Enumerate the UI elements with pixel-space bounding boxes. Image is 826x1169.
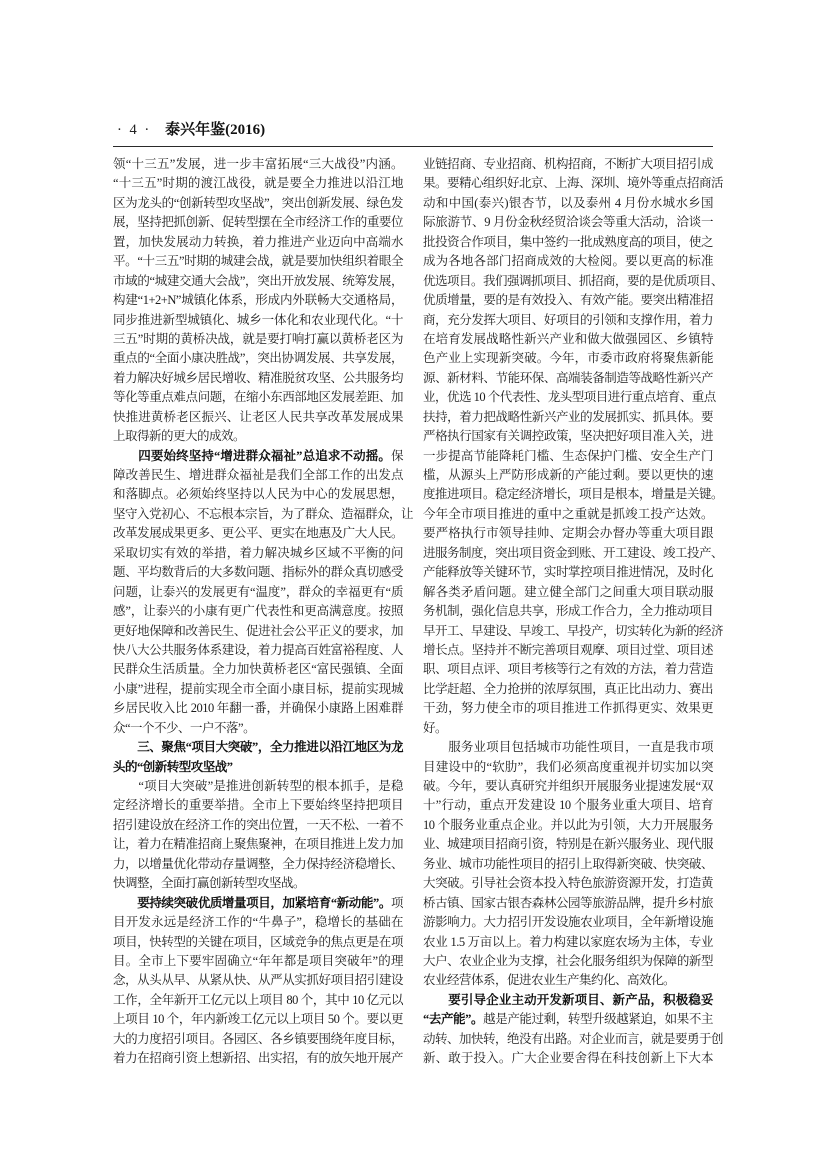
text-line: 务机制，强化信息共享，形成工作合力，全力推动项目 bbox=[423, 604, 713, 619]
text-line: 破。今年，要认真研究并组织开展服务业提速发展“双 bbox=[423, 779, 713, 793]
text-line: 大的力度招引项目。各园区、各乡镇要围绕年度目标， bbox=[113, 1031, 403, 1046]
text-line: 源、新材料、节能环保、高端装备制造等战略性新兴产 bbox=[423, 370, 713, 385]
text-line: 和落脚点。必须始终坚持以人民为中心的发展思想， bbox=[113, 487, 403, 502]
header-rule bbox=[113, 146, 713, 147]
text-column-right bbox=[423, 155, 724, 1069]
text-line: 动和中国(泰兴)银杏节，以及泰州 4 月份水城水乡国 bbox=[423, 195, 713, 210]
text-line: 农业 1.5 万亩以上。着力构建以家庭农场为主体，专业 bbox=[423, 934, 713, 949]
text-line: 要持续突破优质增量项目，加紧培育“新动能”。项 bbox=[113, 895, 403, 910]
text-line: 让，着力在精准招商上聚焦聚神，在项目推进上发力加 bbox=[113, 837, 403, 852]
text-line: 项目，快转型的关键在项目，区域竞争的焦点更是在项 bbox=[113, 934, 403, 949]
text-line: 障改善民生、增进群众福祉是我们全部工作的出发点 bbox=[113, 468, 403, 482]
text-column-left bbox=[113, 155, 414, 1069]
text-line: 区为龙头的“创新转型攻坚战”，突出创新发展、绿色发 bbox=[113, 195, 403, 210]
text-line: 民群众生活质量。全力加快黄桥老区“富民强镇、全面 bbox=[113, 662, 403, 677]
text-line: 定经济增长的重要举措。全市上下要始终坚持把项目 bbox=[113, 798, 403, 813]
text-line: 工作，全年新开工亿元以上项目 80 个，其中 10 亿元以 bbox=[113, 992, 403, 1007]
text-line: 进服务制度，突出项目资金到账、开工建设、竣工投产、 bbox=[423, 545, 724, 560]
text-line: 业、城建项目招商引资，特别是在新兴服务业、现代服 bbox=[423, 837, 713, 852]
text-columns bbox=[113, 155, 724, 1069]
text-line: 大户、农业企业为支撑，社会化服务组织为保障的新型 bbox=[423, 953, 713, 968]
text-line: 游影响力。大力招引开发设施农业项目，全年新增设施 bbox=[423, 915, 713, 930]
text-line: 同步推进新型城镇化、城乡一体化和农业现代化。“十 bbox=[113, 312, 403, 327]
text-line: 小康”进程，提前实现全市全面小康目标，提前实现城 bbox=[113, 681, 403, 696]
text-line: 力，以增量优化带动存量调整，全力保持经济稳增长、 bbox=[113, 856, 403, 871]
text-line: “十三五”时期的渡江战役，就是要全力推进以沿江地 bbox=[113, 176, 403, 191]
text-line: 感”，让泰兴的小康有更广代表性和更高满意度。按照 bbox=[113, 604, 403, 619]
page-header bbox=[113, 118, 713, 139]
text-line: 置，加快发展动力转换，着力推进产业迈向中高端水 bbox=[113, 234, 403, 249]
text-line: 际旅游节、9 月份金秋经贸洽谈会等重大活动，洽谈一 bbox=[423, 215, 713, 230]
text-line: 更好地保障和改善民生、促进社会公平正义的要求，加 bbox=[113, 623, 403, 638]
text-line: “去产能”。越是产能过剩，转型升级越紧迫，如果不主 bbox=[423, 1012, 713, 1027]
text-line: 坚守入党初心、不忘根本宗旨，为了群众、造福群众，让 bbox=[113, 506, 414, 521]
text-line: 平。“十三五”时期的城建会战，就是要加快组织着眼全 bbox=[113, 254, 403, 269]
text-line: 目建设中的“软肋”，我们必须高度重视并切实加以突 bbox=[423, 759, 713, 774]
text-line: 批投资合作项目，集中签约一批成熟度高的项目，使之 bbox=[423, 234, 713, 249]
text-line: 三、聚焦“项目大突破”，全力推进以沿江地区为龙 bbox=[113, 740, 403, 755]
text-line: 重点的“全面小康决胜战”，突出协调发展、共享发展， bbox=[113, 351, 403, 366]
text-line: 严格执行国家有关调控政策，坚决把好项目准入关，进 bbox=[423, 429, 713, 444]
text-line: 要严格执行市领导挂帅、定期会办督办等重大项目跟 bbox=[423, 526, 713, 541]
text-line: 扶持，着力把战略性新兴产业的发展抓实、抓具体。要 bbox=[423, 409, 713, 424]
text-line: 干劲，努力使全市的项目推进工作抓得更实、效果更 bbox=[423, 701, 713, 716]
text-line: 度推进项目。稳定经济增长，项目是根本，增量是关键。 bbox=[423, 487, 724, 502]
text-line: 上项目 10 个，年内新竣工亿元以上项目 50 个。要以更 bbox=[113, 1012, 403, 1027]
text-line: 改革发展成果更多、更公平、更实在地惠及广大人民。 bbox=[113, 526, 403, 541]
text-line: 大突破。引导社会资本投入特色旅游资源开发，打造黄 bbox=[423, 876, 713, 891]
text-line: 目。全市上下要牢固确立“年年都是项目突破年”的理 bbox=[113, 953, 403, 968]
text-line: 头的“创新转型攻坚战” bbox=[113, 759, 233, 774]
book-title: 泰兴年鉴(2016) bbox=[165, 122, 266, 138]
text-line: 问题，让泰兴的发展更有“温度”，群众的幸福更有“质 bbox=[113, 584, 403, 599]
text-line: 等化等重点难点问题，在缩小东西部地区发展差距、加 bbox=[113, 390, 403, 405]
text-line: 着力在招商引资上想新招、出实招，有的放矢地开展产 bbox=[113, 1051, 403, 1066]
text-line: 产能释放等关键环节，实时掌控项目推进情况，及时化 bbox=[423, 565, 713, 580]
text-line: 果。要精心组织好北京、上海、深圳、境外等重点招商活 bbox=[423, 176, 724, 191]
text-line: 成为各地各部门招商成效的大检阅。要以更高的标准 bbox=[423, 254, 713, 269]
text-line: 增长点。坚持并不断完善项目观摩、项目过堂、项目述 bbox=[423, 642, 713, 657]
text-line: 优选项目。我们强调抓项目、抓招商，要的是优质项目、 bbox=[423, 273, 724, 288]
text-line: 今年全市项目推进的重中之重就是抓竣工投产达效。 bbox=[423, 506, 713, 521]
text-line: 业链招商、专业招商、机构招商，不断扩大项目招引成 bbox=[423, 157, 713, 171]
text-line: 业，优选 10 个代表性、龙头型项目进行重点培育、重点 bbox=[423, 390, 716, 405]
text-line: 着力解决好城乡居民增收、精准脱贫攻坚、公共服务均 bbox=[113, 370, 403, 385]
text-line: 念，从头从早、从紧从快、从严从实抓好项目招引建设 bbox=[113, 973, 403, 988]
text-line: 快推进黄桥老区振兴、让老区人民共享改革发展成果 bbox=[113, 409, 403, 424]
text-line: 10 个服务业重点企业。并以此为引领，大力开展服务 bbox=[423, 817, 713, 832]
text-line: 在培育发展战略性新兴产业和做大做强园区、乡镇特 bbox=[423, 331, 713, 346]
text-line: 十”行动，重点开发建设 10 个服务业重大项目、培育 bbox=[423, 798, 713, 813]
text-line: 招引建设放在经济工作的突出位置，一天不松、一着不 bbox=[113, 817, 403, 832]
text-line: 色产业上实现新突破。今年，市委市政府将聚焦新能 bbox=[423, 351, 713, 366]
text-line: 农业经营体系，促进农业生产集约化、高效化。 bbox=[423, 973, 676, 988]
text-line: 快调整，全面打赢创新转型攻坚战。 bbox=[113, 876, 306, 891]
text-line: 题、平均数背后的大多数问题、指标外的群众真切感受 bbox=[113, 565, 403, 580]
text-line: 众“一个不少、一户不落”。 bbox=[113, 720, 256, 735]
text-line: 槛，从源头上严防形成新的产能过剩。要以更快的速 bbox=[423, 468, 713, 482]
page-content bbox=[113, 118, 724, 1069]
text-line: 乡居民收入比 2010 年翻一番，并确保小康路上困难群 bbox=[113, 701, 403, 716]
text-line: 三五”时期的黄桥决战，就是要打响打赢以黄桥老区为 bbox=[113, 331, 403, 346]
text-line: 构建“1+2+N”城镇化体系，形成内外联畅大交通格局， bbox=[113, 293, 403, 308]
text-line: 展，坚持把抓创新、促转型摆在全市经济工作的重要位 bbox=[113, 215, 403, 230]
text-line: 务业、城市功能性项目的招引上取得新突破、快突破、 bbox=[423, 856, 713, 871]
text-line: 早开工、早建设、早竣工、早投产，切实转化为新的经济 bbox=[423, 623, 724, 638]
text-line: 领“十三五”发展，进一步丰富拓展“三大战役”内涵。 bbox=[113, 157, 403, 171]
page-number: · 4 · bbox=[117, 122, 152, 138]
text-line: 四要始终坚持“增进群众福祉”总追求不动摇。保 bbox=[113, 448, 403, 463]
text-line: 新、敢于投入。广大企业要舍得在科技创新上下大本 bbox=[423, 1051, 713, 1066]
text-line: 采取切实有效的举措，着力解决城乡区域不平衡的问 bbox=[113, 545, 403, 560]
text-line: 优质增量，要的是有效投入、有效产能。要突出精准招 bbox=[423, 293, 713, 308]
text-line: 目开发永远是经济工作的“牛鼻子”，稳增长的基础在 bbox=[113, 915, 403, 930]
text-line: 一步提高节能降耗门槛、生态保护门槛、安全生产门 bbox=[423, 448, 713, 463]
text-line: 市域的“城建交通大会战”，突出开放发展、统筹发展， bbox=[113, 273, 403, 288]
text-line: 商，充分发挥大项目、好项目的引领和支撑作用，着力 bbox=[423, 312, 713, 327]
text-line: 好。 bbox=[423, 720, 448, 735]
text-line: 比学赶超、全力抢拼的浓厚氛围，真正比出动力、赛出 bbox=[423, 681, 713, 696]
text-line: 解各类矛盾问题。建立健全部门之间重大项目联动服 bbox=[423, 584, 713, 599]
text-line: 桥古镇、国家古银杏森林公园等旅游品牌，提升乡村旅 bbox=[423, 895, 713, 910]
text-line: 要引导企业主动开发新项目、新产品，积极稳妥 bbox=[423, 992, 713, 1007]
text-line: 上取得新的更大的成效。 bbox=[113, 429, 246, 444]
text-line: 快八大公共服务体系建设，着力提高百姓富裕程度、人 bbox=[113, 642, 403, 657]
text-line: 服务业项目包括城市功能性项目，一直是我市项 bbox=[423, 740, 713, 755]
text-line: “项目大突破”是推进创新转型的根本抓手，是稳 bbox=[113, 779, 403, 793]
text-line: 职、项目点评、项目考核等行之有效的方法，着力营造 bbox=[423, 662, 713, 677]
text-line: 动转、加快转，绝没有出路。对企业而言，就是要勇于创 bbox=[423, 1031, 724, 1046]
